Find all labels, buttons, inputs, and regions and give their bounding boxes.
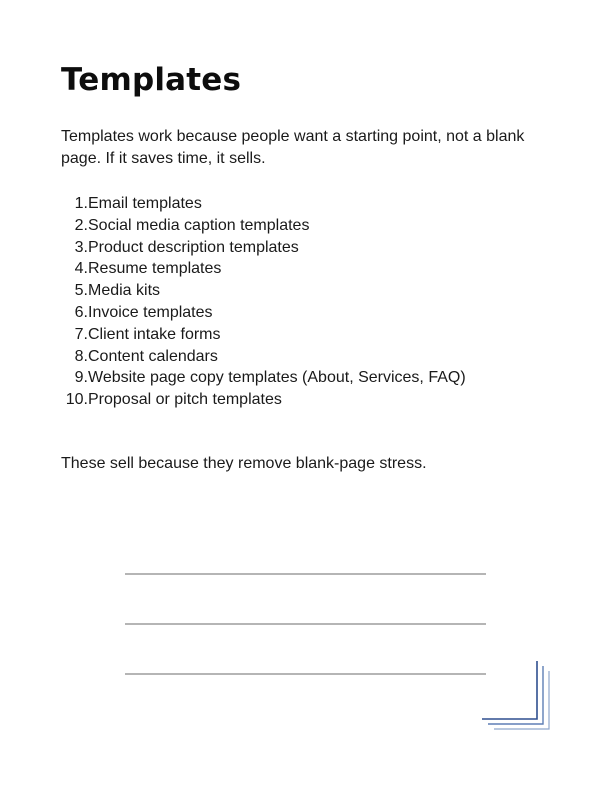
list-item-number: 1. <box>74 195 88 212</box>
closing-paragraph: These sell because they remove blank-page stress. <box>61 455 427 472</box>
list-item-number: 10. <box>65 391 88 409</box>
list-item-number: 7. <box>74 325 88 343</box>
list-item-number: 9. <box>74 369 88 387</box>
list-item-number: 3. <box>74 238 88 256</box>
intro-paragraph: Templates work because people want a starting point, not a blank page. If it saves time, it sells. <box>61 128 525 167</box>
list-item-label: Invoice templates <box>88 303 213 321</box>
list-item <box>61 258 466 280</box>
ornament-line-middle <box>488 666 543 724</box>
list-item <box>61 389 466 411</box>
list-item-number: 5. <box>74 282 88 300</box>
list-item-number: 2. <box>74 216 88 234</box>
list-item <box>61 324 466 346</box>
list-item-number: 8. <box>74 347 88 365</box>
writing-line <box>125 673 486 675</box>
template-list <box>61 193 466 411</box>
corner-bracket-ornament <box>478 658 554 734</box>
ornament-line-inner <box>482 661 537 719</box>
list-item <box>61 215 466 237</box>
list-item-number: 6. <box>74 303 88 321</box>
page-title: Templates <box>61 62 242 98</box>
writing-line <box>125 623 486 625</box>
ornament-line-outer <box>494 671 549 729</box>
writing-line <box>125 573 486 575</box>
list-item-label: Product description templates <box>88 238 299 256</box>
list-item-label: Website page copy templates (About, Services, FAQ) <box>88 369 466 387</box>
list-item <box>61 367 466 389</box>
list-item <box>61 280 466 302</box>
list-item-label: Client intake forms <box>88 325 221 343</box>
list-item <box>61 237 466 259</box>
list-item <box>61 346 466 368</box>
list-item-label: Email templates <box>88 195 202 212</box>
list-item-label: Content calendars <box>88 347 218 365</box>
list-item-label: Resume templates <box>88 260 222 278</box>
list-item <box>61 193 466 215</box>
list-item-label: Media kits <box>88 282 161 300</box>
list-item-label: Social media caption templates <box>88 216 310 234</box>
list-item-label: Proposal or pitch templates <box>88 391 282 409</box>
list-item-number: 4. <box>74 260 88 278</box>
list-item <box>61 302 466 324</box>
